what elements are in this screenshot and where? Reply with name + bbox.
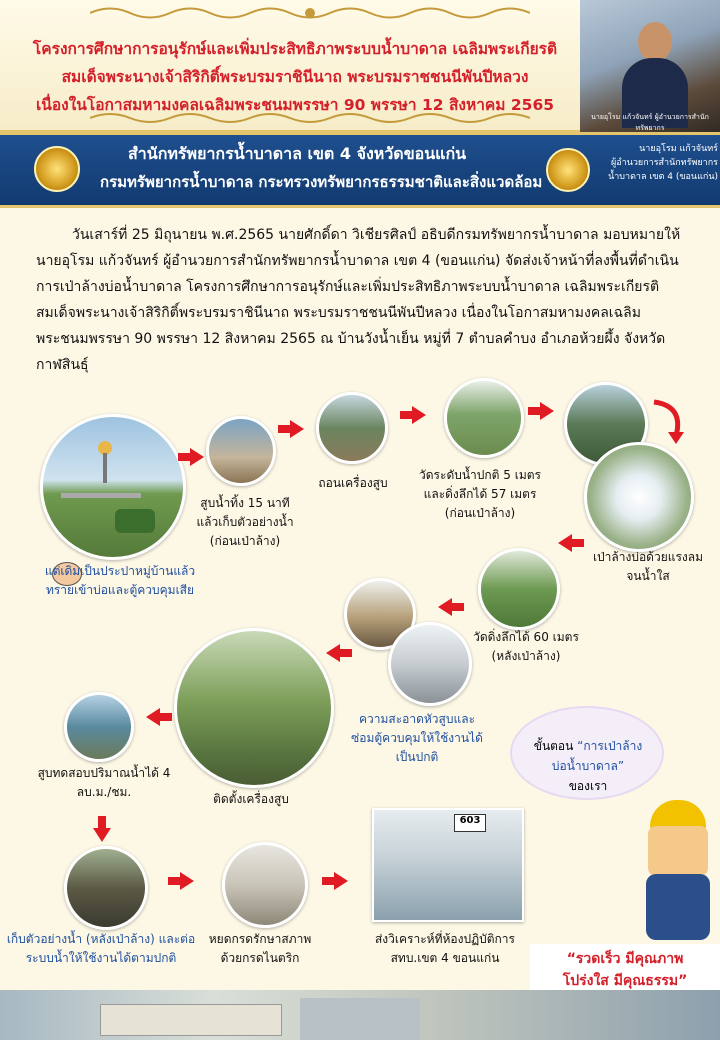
pipe-icon	[61, 493, 141, 498]
step-caption-install: ติดตั้งเครื่องสูบ	[213, 792, 289, 806]
arrow-left-icon	[558, 534, 572, 552]
arrow-right-icon	[540, 402, 554, 420]
step-caption-original: แต่เดิมเป็นประปาหมู่บ้านแล้วทรายเข้าบ่อและตู้ควบคุมเสีย	[44, 564, 196, 597]
slogan-line-2: โปร่งใส มีคุณธรรม”	[562, 973, 688, 989]
step-caption-acid: หยดกรดรักษาสภาพด้วยกรดไนตริก	[208, 932, 312, 965]
ornament-bottom	[90, 110, 530, 126]
ministry-seal-icon	[546, 148, 590, 192]
person-head-icon	[638, 22, 672, 62]
banner-right-line-1: นายอุโรม แก้วจันทร์	[639, 144, 718, 154]
arrow-right-icon	[180, 872, 194, 890]
header-title-line-3: เนื่องในโอกาสมหามงคลเฉลิมพระชนมพรรษา 90 พรรษา 12 สิงหาคม 2565	[35, 96, 555, 114]
banner-right-text	[588, 142, 718, 184]
photo-control-cabinet	[388, 622, 472, 706]
photo-caption: นายอุโรม แก้วจันทร์ ผู้อำนวยการสำนักทรัพยากร	[591, 113, 709, 132]
header-title-line-2: สมเด็จพระนางเจ้าสิริกิติ์พระบรมราชินีนาถ พระบรมราชชนนีพันปีหลวง	[61, 68, 529, 86]
lab-room-sign: 603	[454, 814, 486, 832]
photo-install-pump	[174, 628, 334, 788]
photo-measure-before	[444, 378, 524, 458]
ornament-top	[90, 4, 530, 22]
photo-acid-preserve	[222, 842, 308, 928]
banner-right-line-3: น้ำบาดาล เขต 4 (ขอนแก่น)	[608, 172, 718, 182]
slogan-box	[530, 944, 720, 994]
bubble-pre: ขั้นตอน	[533, 739, 574, 753]
footer-building-photo	[0, 990, 720, 1040]
header-title-line-1: โครงการศึกษาการอนุรักษ์และเพิ่มประสิทธิภาพระบบน้ำบาดาล เฉลิมพระเกียรติ	[32, 40, 558, 58]
photo-air-blowing	[584, 442, 694, 552]
arrow-right-icon	[290, 420, 304, 438]
arrow-left-icon	[146, 708, 160, 726]
photo-original-well	[40, 414, 186, 560]
well-base-icon	[115, 509, 155, 533]
step-caption-measure-after: วัดดิ่งลึกได้ 60 เมตร (หลังเป่าล้าง)	[473, 630, 579, 663]
photo-sampling-before	[206, 416, 276, 486]
step-caption-air-blowing: เป่าล้างบ่อด้วยแรงลมจนน้ำใส	[592, 550, 704, 583]
mascot-body-icon	[646, 874, 710, 940]
mascot-face-icon	[648, 826, 708, 876]
step-caption-sampling: สูบน้ำทิ้ง 15 นาที แล้วเก็บตัวอย่างน้ำ (ก่อนเป่าล้าง)	[196, 496, 294, 548]
photo-pump-test	[64, 692, 134, 762]
step-caption-pump-test: สูบทดสอบปริมาณน้ำได้ 4 ลบ.ม./ชม.	[37, 766, 171, 799]
photo-measure-after	[478, 548, 560, 630]
photo-remove-pump	[316, 392, 388, 464]
banner-line-1: สำนักทรัพยากรน้ำบาดาล เขต 4 จังหวัดขอนแก่น	[128, 144, 467, 163]
slogan-line-1: “รวดเร็ว มีคุณภาพ	[566, 951, 684, 967]
step-caption-measure-before: วัดระดับน้ำปกติ 5 เมตร และดิ่งลึกได้ 57 เมตร (ก่อนเป่าล้าง)	[419, 468, 541, 520]
photo-sampling-after	[64, 846, 148, 930]
arrow-left-icon	[326, 644, 340, 662]
arrow-left-icon	[438, 598, 452, 616]
step-caption-lab: ส่งวิเคราะห์ที่ห้องปฏิบัติการ สทบ.เขต 4 ขอนแก่น	[374, 932, 515, 965]
intro-paragraph	[36, 222, 686, 378]
intro-text: วันเสาร์ที่ 25 มิถุนายน พ.ศ.2565 นายศักดิ์ดา วิเชียรศิลป์ อธิบดีกรมทรัพยากรน้ำบาดาล มอบหมายให้ นายอุโรม แก้วจันทร์ ผู้อำนวยการสำนักทรัพยากรน้ำบาดาล เขต 4 (ขอนแก่น) จัดส่งเจ้าหน้าที่ลงพื้นที่ดำเนินการเป่าล้างบ่อน้ำบาดาล โครงการศึกษาการอนุรักษ์และเพิ่มประสิทธิภาพระบบน้ำบาดาล เฉลิมพระเกียรติ สมเด็จพระนางเจ้าสิริกิติ์พระบรมราชินีนาถ พระบรมราชชนนีพันปีหลวง เนื่องในโอกาสมหามงคลเฉลิมพระชนมพรรษา 90 พรรษา 12 สิงหาคม 2565 ณ บ้านวังน้ำเย็น หมู่ที่ 7 ตำบลคำบง อำเภอห้วยผึ้ง จังหวัดกาฬสินธุ์	[36, 227, 681, 373]
director-photo	[580, 0, 720, 140]
curved-arrow-down-icon	[648, 396, 688, 444]
step-caption-repair: ความสะอาดหัวสูบและซ่อมตู้ควบคุมให้ใช้งานได้เป็นปกติ	[351, 712, 483, 764]
arrow-right-icon	[190, 448, 204, 466]
step-caption-remove-pump: ถอนเครื่องสูบ	[318, 476, 388, 490]
photo-laboratory	[372, 808, 524, 922]
arrow-right-icon	[334, 872, 348, 890]
arrow-down-icon	[93, 828, 111, 842]
bubble-highlight: “การเป่าล้างบ่อน้ำบาดาล”	[551, 739, 643, 773]
office-sign-icon	[100, 1004, 282, 1036]
bubble-post: ของเรา	[568, 779, 608, 793]
banner-line-2: กรมทรัพยากรน้ำบาดาล กระทรวงทรัพยากรธรรมชาติและสิ่งแวดล้อม	[100, 173, 543, 191]
department-seal-icon	[34, 146, 80, 192]
building-icon	[300, 998, 420, 1040]
bubble-text	[522, 736, 654, 796]
step-caption-sampling-after: เก็บตัวอย่างน้ำ (หลังเป่าล้าง) และต่อระบบน้ำให้ใช้งานได้ตามปกติ	[6, 932, 196, 965]
banner-right-line-2: ผู้อำนวยการสำนักทรัพยากร	[610, 158, 718, 168]
arrow-right-icon	[412, 406, 426, 424]
